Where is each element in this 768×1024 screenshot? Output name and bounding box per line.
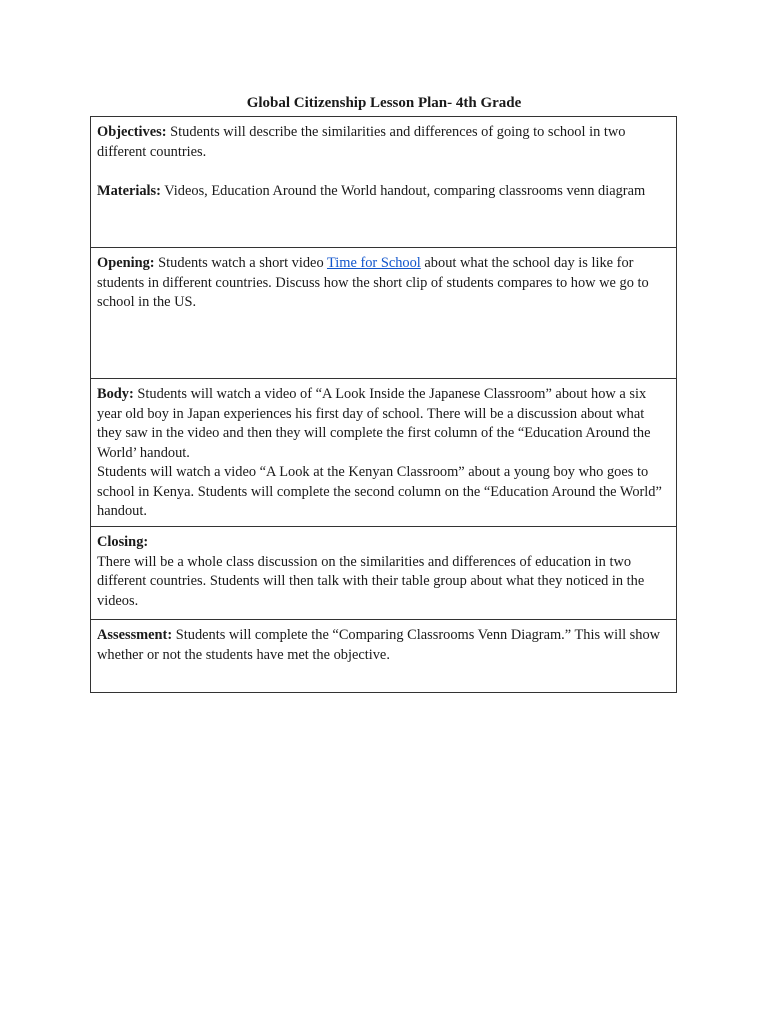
body-cell bbox=[91, 378, 676, 526]
page-title: Global Citizenship Lesson Plan- 4th Grade bbox=[246, 95, 522, 111]
closing-label: Closing: bbox=[97, 534, 149, 550]
materials-text: Videos, Education Around the World handout, comparing classrooms venn diagram bbox=[160, 182, 646, 199]
closing-cell bbox=[91, 526, 676, 619]
objectives-paragraph bbox=[97, 123, 668, 162]
opening-text-after: about what the school day is like for students in different countries. Discuss how the short clip of students compares to how we go to school in the US. bbox=[97, 255, 649, 310]
paragraph-spacer bbox=[97, 162, 668, 182]
opening-text-before: Students watch a short video bbox=[154, 255, 327, 271]
assessment-cell bbox=[91, 619, 676, 692]
assessment-text: Students will complete the “Comparing Classrooms Venn Diagram.” This will show whether or not the students have met the objective. bbox=[97, 627, 661, 663]
body-label: Body: bbox=[97, 386, 134, 402]
materials-paragraph bbox=[97, 182, 668, 202]
objectives-text: Students will describe the similarities and differences of going to school in two different countries. bbox=[97, 124, 626, 160]
materials-label: Materials: bbox=[97, 182, 161, 199]
objectives-label: Objectives: bbox=[97, 124, 167, 140]
closing-text: There will be a whole class discussion on the similarities and differences of education in two different countries. Students will then talk with their table group about what they noticed in the videos. bbox=[97, 553, 645, 609]
opening-paragraph bbox=[97, 254, 668, 313]
closing-label-line bbox=[97, 533, 668, 553]
objectives-materials-cell bbox=[91, 117, 676, 247]
lesson-plan-table bbox=[90, 116, 677, 693]
time-for-school-link[interactable]: Time for School bbox=[326, 255, 421, 271]
body-paragraph-2: Students will watch a video “A Look at the Kenyan Classroom” about a young boy who goes to school in Kenya. Students will complete the second column on the “Education Around the World” handout. bbox=[97, 464, 662, 519]
assessment-label: Assessment: bbox=[97, 627, 173, 643]
opening-label: Opening: bbox=[97, 255, 155, 271]
opening-cell bbox=[91, 247, 676, 378]
body-paragraph-1 bbox=[97, 385, 668, 463]
assessment-paragraph bbox=[97, 626, 668, 665]
body-text-1: Students will watch a video of “A Look Inside the Japanese Classroom” about how a six year old boy in Japan experiences his first day of school. There will be a discussion about what they saw in the video and then they will complete the first column of the “Education Around the World’ handout. bbox=[97, 386, 651, 461]
